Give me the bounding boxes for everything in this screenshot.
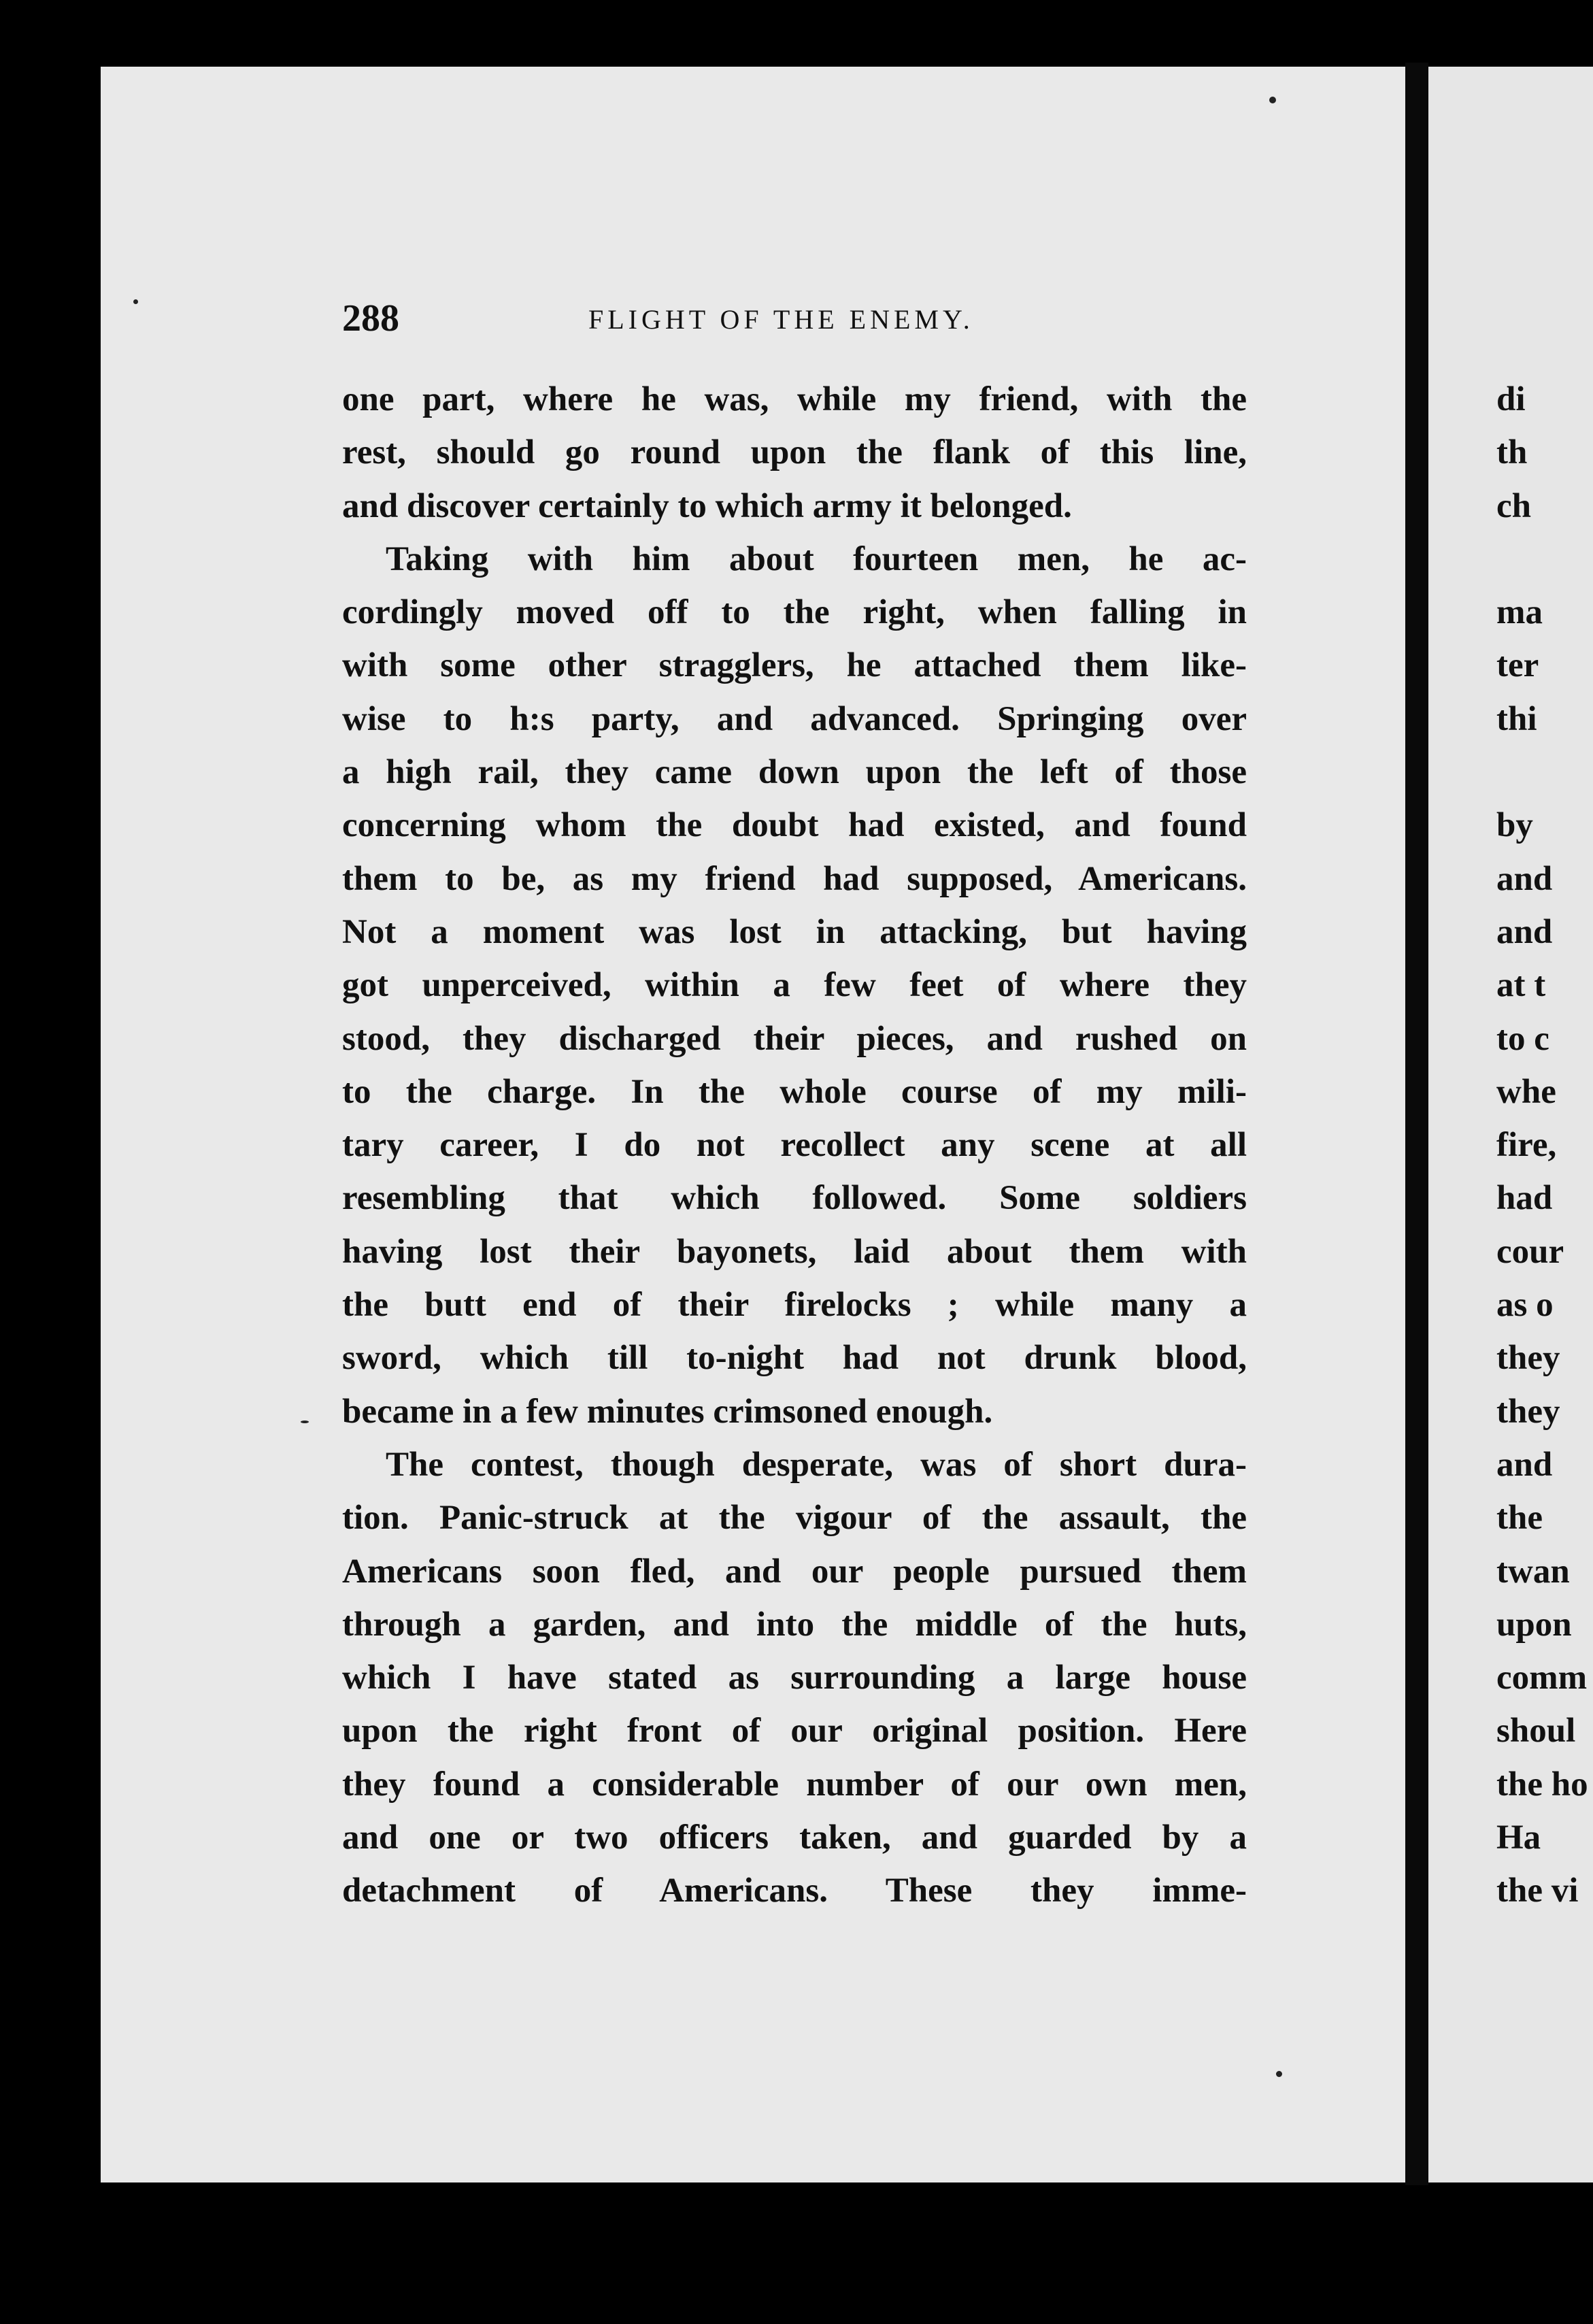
text-line: wise to h:s party, and advanced. Springing over: [342, 699, 1247, 738]
text-line: and one or two officers taken, and guarded by a: [342, 1819, 1247, 1857]
fragment-line: twan: [1496, 1552, 1570, 1591]
fragment-line: cour: [1496, 1232, 1564, 1271]
fragment-line: by: [1496, 806, 1533, 845]
text-line: the butt end of their firelocks ; while many a: [342, 1286, 1247, 1325]
text-line: Taking with him about fourteen men, he ac-: [386, 540, 1247, 578]
text-line: cordingly moved off to the right, when falling in: [342, 593, 1247, 632]
running-title: FLIGHT OF THE ENEMY.: [588, 304, 974, 335]
page-header: [342, 297, 1247, 337]
fragment-line: to c: [1496, 1019, 1549, 1058]
text-line: upon the right front of our original position. Here: [342, 1712, 1247, 1750]
text-line: having lost their bayonets, laid about them with: [342, 1232, 1247, 1271]
book-gutter: [1405, 63, 1428, 2185]
fragment-line: [1496, 533, 1588, 586]
ink-speck: [133, 299, 138, 304]
text-line: which I have stated as surrounding a large house: [342, 1659, 1247, 1697]
fragment-line: ch: [1496, 486, 1531, 525]
ink-speck: [301, 1421, 309, 1423]
text-line: tion. Panic-struck at the vigour of the assault, the: [342, 1499, 1247, 1538]
page-number: 288: [342, 297, 399, 339]
fragment-line: upon: [1496, 1605, 1572, 1644]
fragment-line: Ha: [1496, 1819, 1541, 1857]
text-line: The contest, though desperate, was of short dura-: [386, 1445, 1247, 1484]
fragment-line: and: [1496, 912, 1553, 951]
body-text: [342, 373, 1247, 1918]
text-line: detachment of Americans. These they imme-: [342, 1872, 1247, 1910]
ink-speck: [1269, 97, 1276, 103]
fragment-line: fire,: [1496, 1126, 1557, 1165]
fragment-line: at t: [1496, 966, 1546, 1005]
text-line: a high rail, they came down upon the left of those: [342, 753, 1247, 792]
fragment-line: had: [1496, 1179, 1553, 1218]
fragment-line: the vi: [1496, 1872, 1579, 1910]
ink-speck: [1276, 2071, 1282, 2077]
text-line: Not a moment was lost in attacking, but having: [342, 912, 1247, 951]
fragment-line: [1496, 746, 1588, 799]
fragment-line: ter: [1496, 646, 1539, 685]
fragment-line: shoul: [1496, 1712, 1576, 1750]
fragment-line: whe: [1496, 1072, 1556, 1111]
text-line: and discover certainly to which army it belonged.: [342, 486, 1072, 525]
fragment-line: and: [1496, 859, 1553, 898]
fragment-line: th: [1496, 433, 1528, 472]
text-line: them to be, as my friend had supposed, Americans.: [342, 859, 1247, 898]
fragment-line: the ho: [1496, 1765, 1588, 1804]
text-line: Americans soon fled, and our people pursued them: [342, 1552, 1247, 1591]
text-line: concerning whom the doubt had existed, and found: [342, 806, 1247, 845]
text-line: to the charge. In the whole course of my mili-: [342, 1072, 1247, 1111]
text-line: sword, which till to-night had not drunk blood,: [342, 1339, 1247, 1378]
fragment-line: they: [1496, 1339, 1560, 1378]
text-line: with some other stragglers, he attached them like-: [342, 646, 1247, 685]
text-line: tary career, I do not recollect any scene at all: [342, 1126, 1247, 1165]
text-line: resembling that which followed. Some soldiers: [342, 1179, 1247, 1218]
fragment-line: di: [1496, 380, 1526, 418]
text-line: became in a few minutes crimsoned enough.: [342, 1392, 993, 1431]
text-line: got unperceived, within a few feet of where they: [342, 966, 1247, 1005]
text-line: stood, they discharged their pieces, and rushed on: [342, 1019, 1247, 1058]
fragment-line: they: [1496, 1392, 1560, 1431]
text-line: through a garden, and into the middle of the huts,: [342, 1605, 1247, 1644]
text-line: they found a considerable number of our own men,: [342, 1765, 1247, 1804]
right-page-text: [1496, 373, 1588, 1918]
fragment-line: the: [1496, 1499, 1543, 1538]
text-line: rest, should go round upon the flank of this line,: [342, 433, 1247, 472]
fragment-line: as o: [1496, 1286, 1554, 1325]
fragment-line: comm: [1496, 1659, 1588, 1697]
fragment-line: and: [1496, 1445, 1553, 1484]
fragment-line: thi: [1496, 699, 1537, 738]
fragment-line: ma: [1496, 593, 1543, 632]
text-line: one part, where he was, while my friend, with the: [342, 380, 1247, 418]
